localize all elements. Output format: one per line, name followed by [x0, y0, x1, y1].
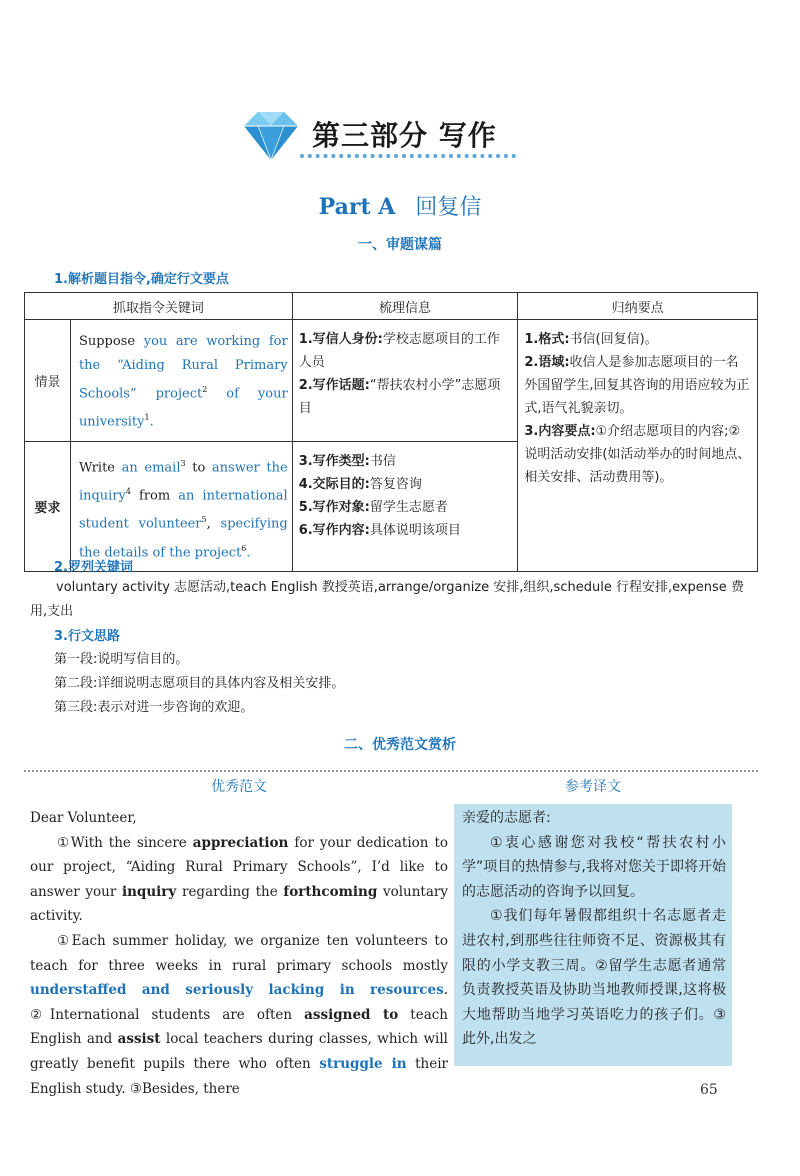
part-a-heading: [0, 190, 800, 221]
info-item: 2.写作话题:“帮扶农村小学”志愿项目: [298, 378, 501, 416]
info-item: 5.写作对象:留学生志愿者: [298, 499, 448, 515]
outline-item: 第二段:详细说明志愿项目的具体内容及相关安排。: [54, 676, 345, 691]
essay-paragraph-2: ①Each summer holiday, we organize ten volunteers to teach for three weeks in rural primary schools mostly understaffed and seriously lacking in resources. ②International students are often assigned to teach English and assist local teachers during classes, which will greatly benefit pupils there who often struggle in their English study. ③Besides, there: [30, 932, 448, 1097]
title-underline: [300, 154, 516, 158]
table-header-keywords: 抓取指令关键词: [25, 293, 293, 320]
keyword-list: voluntary activity 志愿活动,teach English 教授英语,arrange/organize 安排,组织,schedule 行程安排,expense 费用,支出: [30, 580, 744, 619]
part-a-label: Part A: [318, 194, 396, 220]
chapter-title: 第三部分 写作: [312, 119, 497, 152]
info-item: 1.写信人身份:学校志愿项目的工作人员: [298, 332, 500, 370]
page-number: 65: [700, 1082, 718, 1098]
info-cell-1: [292, 320, 518, 442]
step-1-heading: 1.解析题目指令,确定行文要点: [54, 272, 229, 287]
summary-item: 1.格式:书信(回复信)。: [524, 332, 658, 347]
reference-translation: [454, 776, 732, 1066]
outline-item: 第三段:表示对进一步咨询的欢迎。: [54, 700, 254, 715]
table-row-scenario: [25, 320, 758, 442]
info-item: 4.交际目的:答复咨询: [298, 476, 422, 492]
superscript: 1: [144, 413, 150, 423]
keyword-highlight: specifying the details of the project: [78, 516, 288, 560]
outline-list: [54, 648, 754, 720]
superscript: 2: [202, 385, 208, 394]
translation-box: [454, 804, 732, 1066]
keyword-highlight: of your university: [78, 386, 288, 430]
essay-greeting: Dear Volunteer,: [30, 810, 137, 826]
part-a-title: 回复信: [415, 195, 482, 220]
translation-heading: 参考译文: [565, 779, 621, 795]
chapter-header: [240, 108, 540, 168]
keyword-highlight: you are working for the “Aiding Rural Primary Schools” project: [78, 334, 288, 402]
section-2-title: 二、优秀范文赏析: [344, 737, 456, 753]
essay-paragraph-1: ①With the sincere appreciation for your dedication to our project, “Aiding Rural Primary Schools”, I’d like to answer your inquiry regarding the forthcoming voluntary activity.: [30, 834, 449, 925]
model-essay: [30, 776, 448, 1101]
essay-body: [30, 806, 448, 1101]
analysis-table: [24, 292, 758, 572]
translation-paragraph-2: ①我们每年暑假都组织十名志愿者走进农村,到那些往往师资不足、资源极其有限的小学支教三周。②留学生志愿者通常负责教授英语及协助当地教师授课,这将极大地帮助当地学习英语吃力的孩子们。③此外,出发之: [462, 908, 726, 1048]
summary-item: 2.语域:收信人是参加志愿项目的一名外国留学生,回复其咨询的用语应较为正式,语气礼貌亲切。: [524, 355, 750, 416]
step-3-heading: 3.行文思路: [54, 629, 120, 644]
diamond-gem-icon: [240, 110, 302, 162]
row-label-requirement: 要求: [25, 441, 71, 571]
requirement-keywords: Write an email$^3$ to answer the inquiry$^4$ from an international student volunteer$^5$, specifying the details of the project$^6$.: [70, 441, 292, 571]
table-header-summary: 归纳要点: [518, 293, 758, 320]
keyword-highlight: an international student volunteer: [78, 488, 288, 532]
text-run: Suppose: [78, 334, 144, 349]
dotted-divider: [24, 770, 758, 772]
info-item: 6.写作内容:具体说明该项目: [298, 522, 461, 538]
row-label-scenario: 情景: [25, 320, 71, 442]
keyword-highlight: an email: [121, 459, 181, 475]
summary-item: 3.内容要点:①介绍志愿项目的内容;②说明活动安排(如活动举办的时间地点、相关安排、活动费用等)。: [524, 424, 751, 485]
outline-item: 第一段:说明写信目的。: [54, 652, 189, 667]
translation-paragraph-1: ①衷心感谢您对我校“帮扶农村小学”项目的热情参与,我将对您关于即将开始的志愿活动的咨询予以回复。: [462, 834, 726, 900]
info-cell-2: [292, 441, 518, 571]
info-item: 3.写作类型:书信: [298, 453, 396, 469]
table-header-row: [25, 293, 758, 320]
translation-greeting: 亲爱的志愿者:: [462, 810, 551, 826]
essay-heading: 优秀范文: [211, 779, 267, 795]
text-run: .: [149, 414, 154, 430]
step-2-heading: 2.罗列关键词: [54, 560, 133, 575]
keyword-highlight: answer the inquiry: [78, 459, 288, 504]
summary-cell: [518, 320, 758, 572]
section-1-title: 一、审题谋篇: [358, 237, 442, 253]
table-header-info: 梳理信息: [292, 293, 518, 320]
scenario-keywords: [70, 320, 292, 442]
